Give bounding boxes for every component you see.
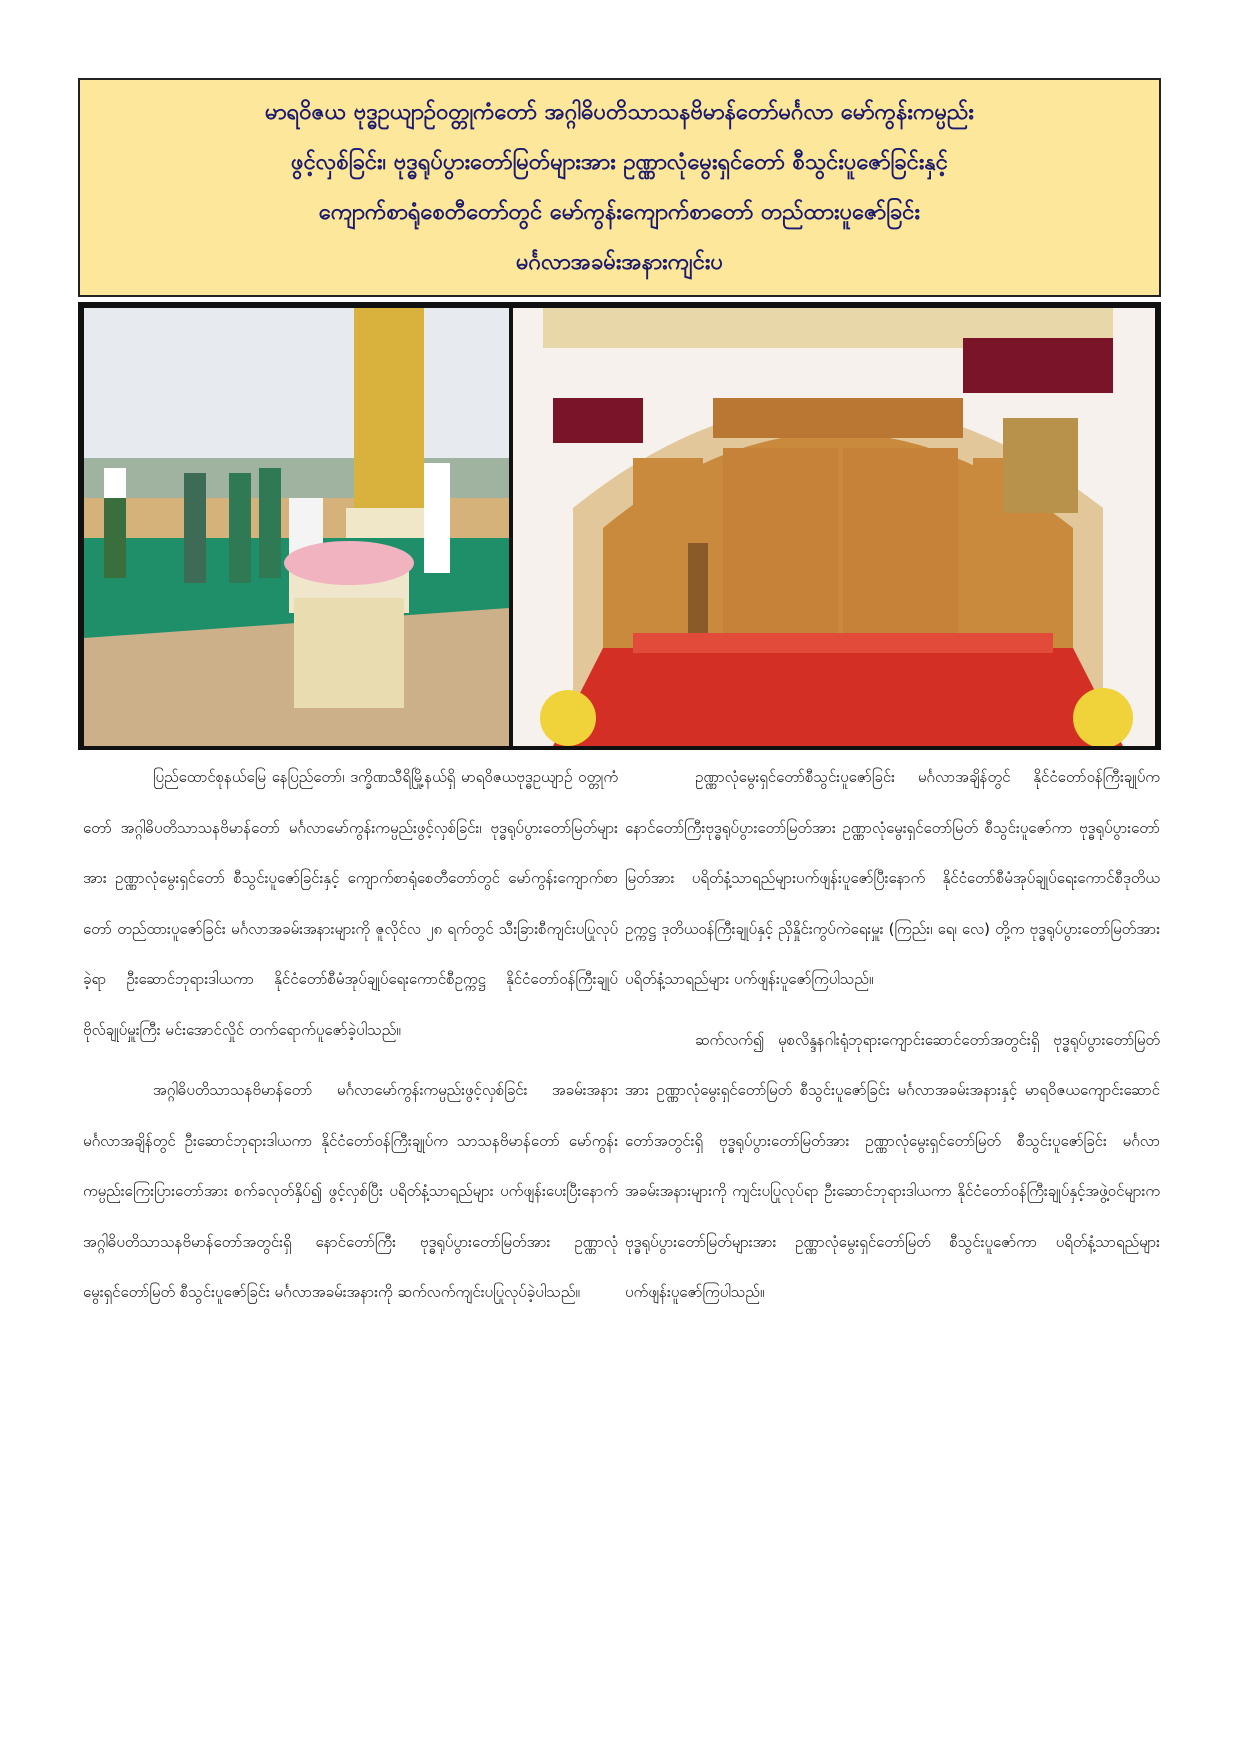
headline-line-2: ဖွင့်လှစ်ခြင်း၊ ဗုဒ္ဓရုပ်ပွားတော်မြတ်များအား ဥဏ္ဏာလုံမွေးရှင်တော် စီသွင်းပူဇော်ခြင်းနှင့် bbox=[291, 149, 948, 175]
headline-line-4: မင်္ဂလာအခမ်းအနားကျင်းပ bbox=[515, 249, 724, 275]
headline-line-1: မာရဝိဇယ ဗုဒ္ဓဥယျာဉ်ဝတ္တုကံတော် အဂ္ဂါဓိပတိသာသနဗိမာန်တော်မင်္ဂလာ မော်ကွန်းကမ္ပည်း bbox=[265, 99, 974, 125]
ceremony-photo-illustration bbox=[84, 308, 509, 746]
doorway-photo-illustration bbox=[513, 308, 1155, 746]
photo-collage bbox=[78, 302, 1161, 750]
ceremony-photo bbox=[84, 308, 509, 746]
article-paragraph: ဆက်လက်၍ မုစလိန္ဒနဂါးရုံဘုရားကျောင်းဆောင်တော်အတွင်းရှိ ဗုဒ္ဓရုပ်ပွားတော်မြတ်အား ဥဏ္ဏာလုံမွေးရှင်တော်မြတ် စီသွင်းပူဇော်ခြင်း မင်္ဂလာအခမ်းအနားနှင့် မာရဝိဇယကျောင်းဆောင်တော်အတွင်းရှိ ဗုဒ္ဓရုပ်ပွားတော်မြတ်အား ဥဏ္ဏာလုံမွေးရှင်တော်မြတ် စီသွင်းပူဇော်ခြင်း မင်္ဂလာအခမ်းအနားများကို ကျင်းပပြုလုပ်ရာ ဦးဆောင်ဘုရားဒါယကာ နိုင်ငံတော်ဝန်ကြီးချုပ်နှင့်အဖွဲ့ဝင်များက ဗုဒ္ဓရုပ်ပွားတော်မြတ်များအား ဥဏ္ဏာလုံမွေးရှင်တော်မြတ် စီသွင်းပူဇော်ကာ ပရိတ်နံ့သာရည်များ ပက်ဖျန်းပူဇော်ကြပါသည်။ bbox=[625, 1030, 1160, 1301]
article-paragraph: အဂ္ဂါဓိပတိသာသနဗိမာန်တော် မင်္ဂလာမော်ကွန်းကမ္ပည်းဖွင့်လှစ်ခြင်း အခမ်းအနား မင်္ဂလာအချိန်တွင် ဦးဆောင်ဘုရားဒါယကာ နိုင်ငံတော်ဝန်ကြီးချုပ်က သာသနဗိမာန်တော် မော်ကွန်းကမ္ပည်းကြေးပြားတော်အား စက်ခလုတ်နှိပ်၍ ဖွင့်လှစ်ပြီး ပရိတ်နံ့သာရည်များ ပက်ဖျန်းပေးပြီးနောက် အဂ္ဂါဓိပတိသာသနဗိမာန်တော်အတွင်းရှိ နောင်တော်ကြီး ဗုဒ္ဓရုပ်ပွားတော်မြတ်အား ဥဏ္ဏာလုံမွေးရှင်တော်မြတ် စီသွင်းပူဇော်ခြင်း မင်္ဂလာအခမ်းအနားကို ဆက်လက်ကျင်းပပြုလုပ်ခဲ့ပါသည်။ bbox=[83, 1081, 618, 1301]
article-column-right bbox=[625, 752, 1160, 1328]
headline-line-3: ကျောက်စာရုံစေတီတော်တွင် မော်ကွန်းကျောက်စာတော် တည်ထားပူဇော်ခြင်း bbox=[318, 199, 921, 225]
doorway-photo bbox=[513, 308, 1155, 746]
article-paragraph: ဥဏ္ဏာလုံမွေးရှင်တော်စီသွင်းပူဇော်ခြင်း မင်္ဂလာအချိန်တွင် နိုင်ငံတော်ဝန်ကြီးချုပ်က နောင်တော်ကြီးဗုဒ္ဓရုပ်ပွားတော်မြတ်အား ဥဏ္ဏာလုံမွေးရှင်တော်မြတ် စီသွင်းပူဇော်ကာ ဗုဒ္ဓရုပ်ပွားတော်မြတ်အား ပရိတ်နံ့သာရည်များပက်ဖျန်းပူဇော်ပြီးနောက် နိုင်ငံတော်စီမံအုပ်ချုပ်ရေးကောင်စီဒုတိယဥက္ကဋ္ဌ ဒုတိယဝန်ကြီးချုပ်နှင့် ညှိနှိုင်းကွပ်ကဲရေးမှူး (ကြည်း၊ ရေ၊ လေ) တို့က ဗုဒ္ဓရုပ်ပွားတော်မြတ်အား ပရိတ်နံ့သာရည်များ ပက်ဖျန်းပူဇော်ကြပါသည်။ bbox=[625, 768, 1160, 988]
article-paragraph: ပြည်ထောင်စုနယ်မြေ နေပြည်တော်၊ ဒက္ခိဏသီရိမြို့နယ်ရှိ မာရဝိဇယဗုဒ္ဓဥယျာဉ် ဝတ္တုကံတော် အဂ္ဂါဓိပတိသာသနဗိမာန်တော် မင်္ဂလာမော်ကွန်းကမ္ပည်းဖွင့်လှစ်ခြင်း၊ ဗုဒ္ဓရုပ်ပွားတော်မြတ်များအား ဥဏ္ဏာလုံမွေးရှင်တော် စီသွင်းပူဇော်ခြင်းနှင့် ကျောက်စာရုံစေတီတော်တွင် မော်ကွန်းကျောက်စာတော် တည်ထားပူဇော်ခြင်း မင်္ဂလာအခမ်းအနားများကို ဇူလိုင်လ ၂၈ ရက်တွင် သီးခြားစီကျင်းပပြုလုပ်ခဲ့ရာ ဦးဆောင်ဘုရားဒါယကာ နိုင်ငံတော်စီမံအုပ်ချုပ်ရေးကောင်စီဥက္ကဋ္ဌ နိုင်ငံတော်ဝန်ကြီးချုပ် ဗိုလ်ချုပ်မှူးကြီး မင်းအောင်လှိုင် တက်ရောက်ပူဇော်ခဲ့ပါသည်။ bbox=[83, 768, 618, 1039]
headline-box bbox=[78, 78, 1161, 297]
article-column-left bbox=[83, 752, 618, 1328]
